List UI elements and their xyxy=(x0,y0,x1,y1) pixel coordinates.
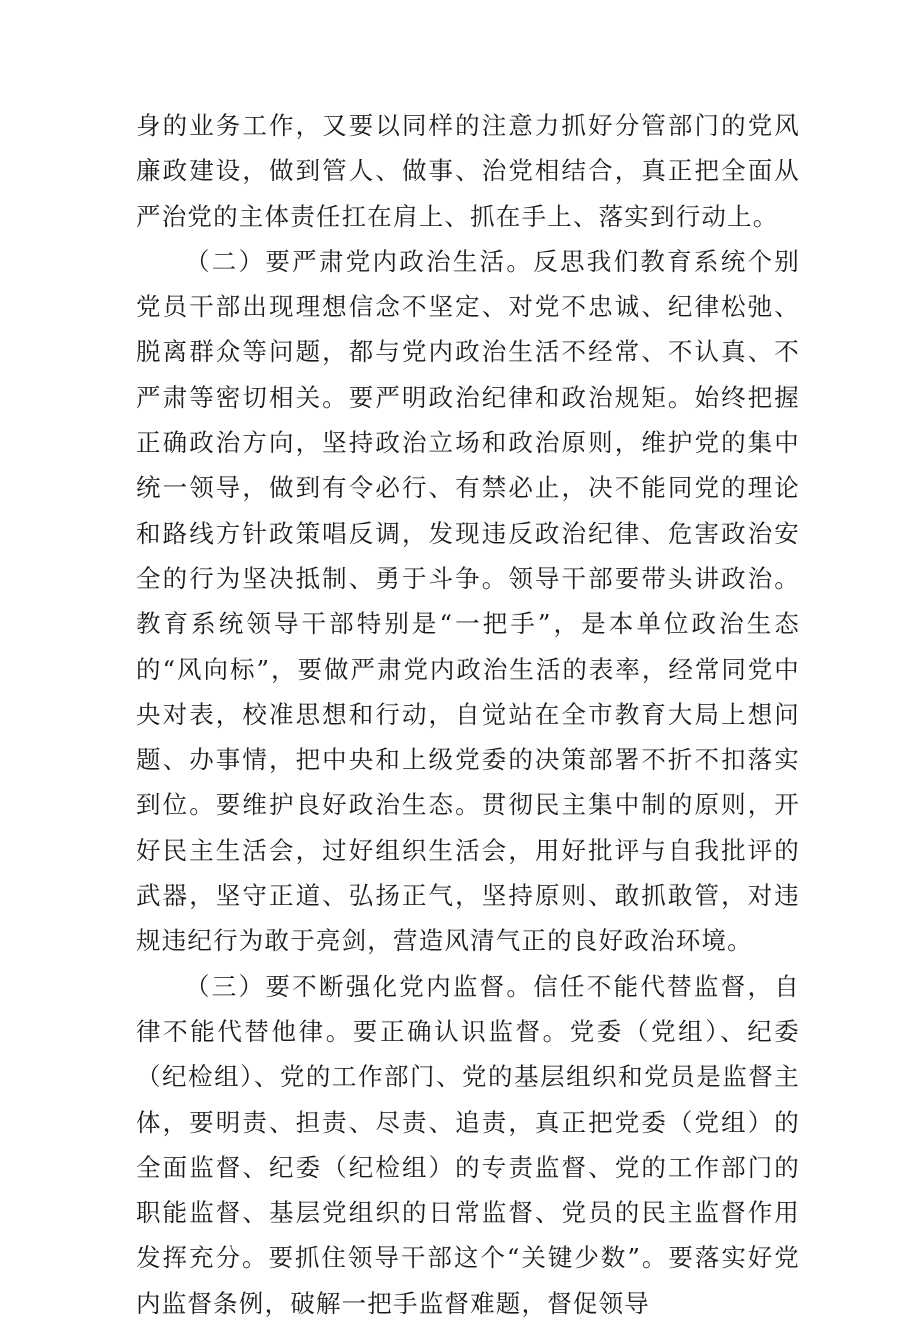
paragraph-section-3: （三）要不断强化党内监督。信任不能代替监督，自律不能代替他律。要正确认识监督。党委（党组）、纪委（纪检组）、党的工作部门、党的基层组织和党员是监督主体，要明责、担责、尽责、追责，真正把党委（党组）的全面监督、纪委（纪检组）的专责监督、党的工作部门的职能监督、基层党组织的日常监督、党员的民主监督作用发挥充分。要抓住领导干部这个“关键少数”。要落实好党内监督条例，破解一把手监督难题，督促领导 xyxy=(136,971,800,1318)
document-body xyxy=(136,103,800,1326)
paragraph-section-2: （二）要严肃党内政治生活。反思我们教育系统个别党员干部出现理想信念不坚定、对党不忠诚、纪律松弛、脱离群众等问题，都与党内政治生活不经常、不认真、不严肃等密切相关。要严明政治纪律和政治规矩。始终把握正确政治方向，坚持政治立场和政治原则，维护党的集中统一领导，做到有令必行、有禁必止，决不能同党的理论和路线方针政策唱反调，发现违反政治纪律、危害政治安全的行为坚决抵制、勇于斗争。领导干部要带头讲政治。教育系统领导干部特别是“一把手”，是本单位政治生态的“风向标”，要做严肃党内政治生活的表率，经常同党中央对表，校准思想和行动，自觉站在全市教育大局上想问题、办事情，把中央和上级党委的决策部署不折不扣落实到位。要维护良好政治生态。贯彻民主集中制的原则，开好民主生活会，过好组织生活会，用好批评与自我批评的武器，坚守正道、弘扬正气，坚持原则、敢抓敢管，对违规违纪行为敢于亮剑，营造风清气正的良好政治环境。 xyxy=(136,246,800,956)
paragraph-continuation: 身的业务工作，又要以同样的注意力抓好分管部门的党风廉政建设，做到管人、做事、治党相结合，真正把全面从严治党的主体责任扛在肩上、抓在手上、落实到行动上。 xyxy=(136,111,800,231)
